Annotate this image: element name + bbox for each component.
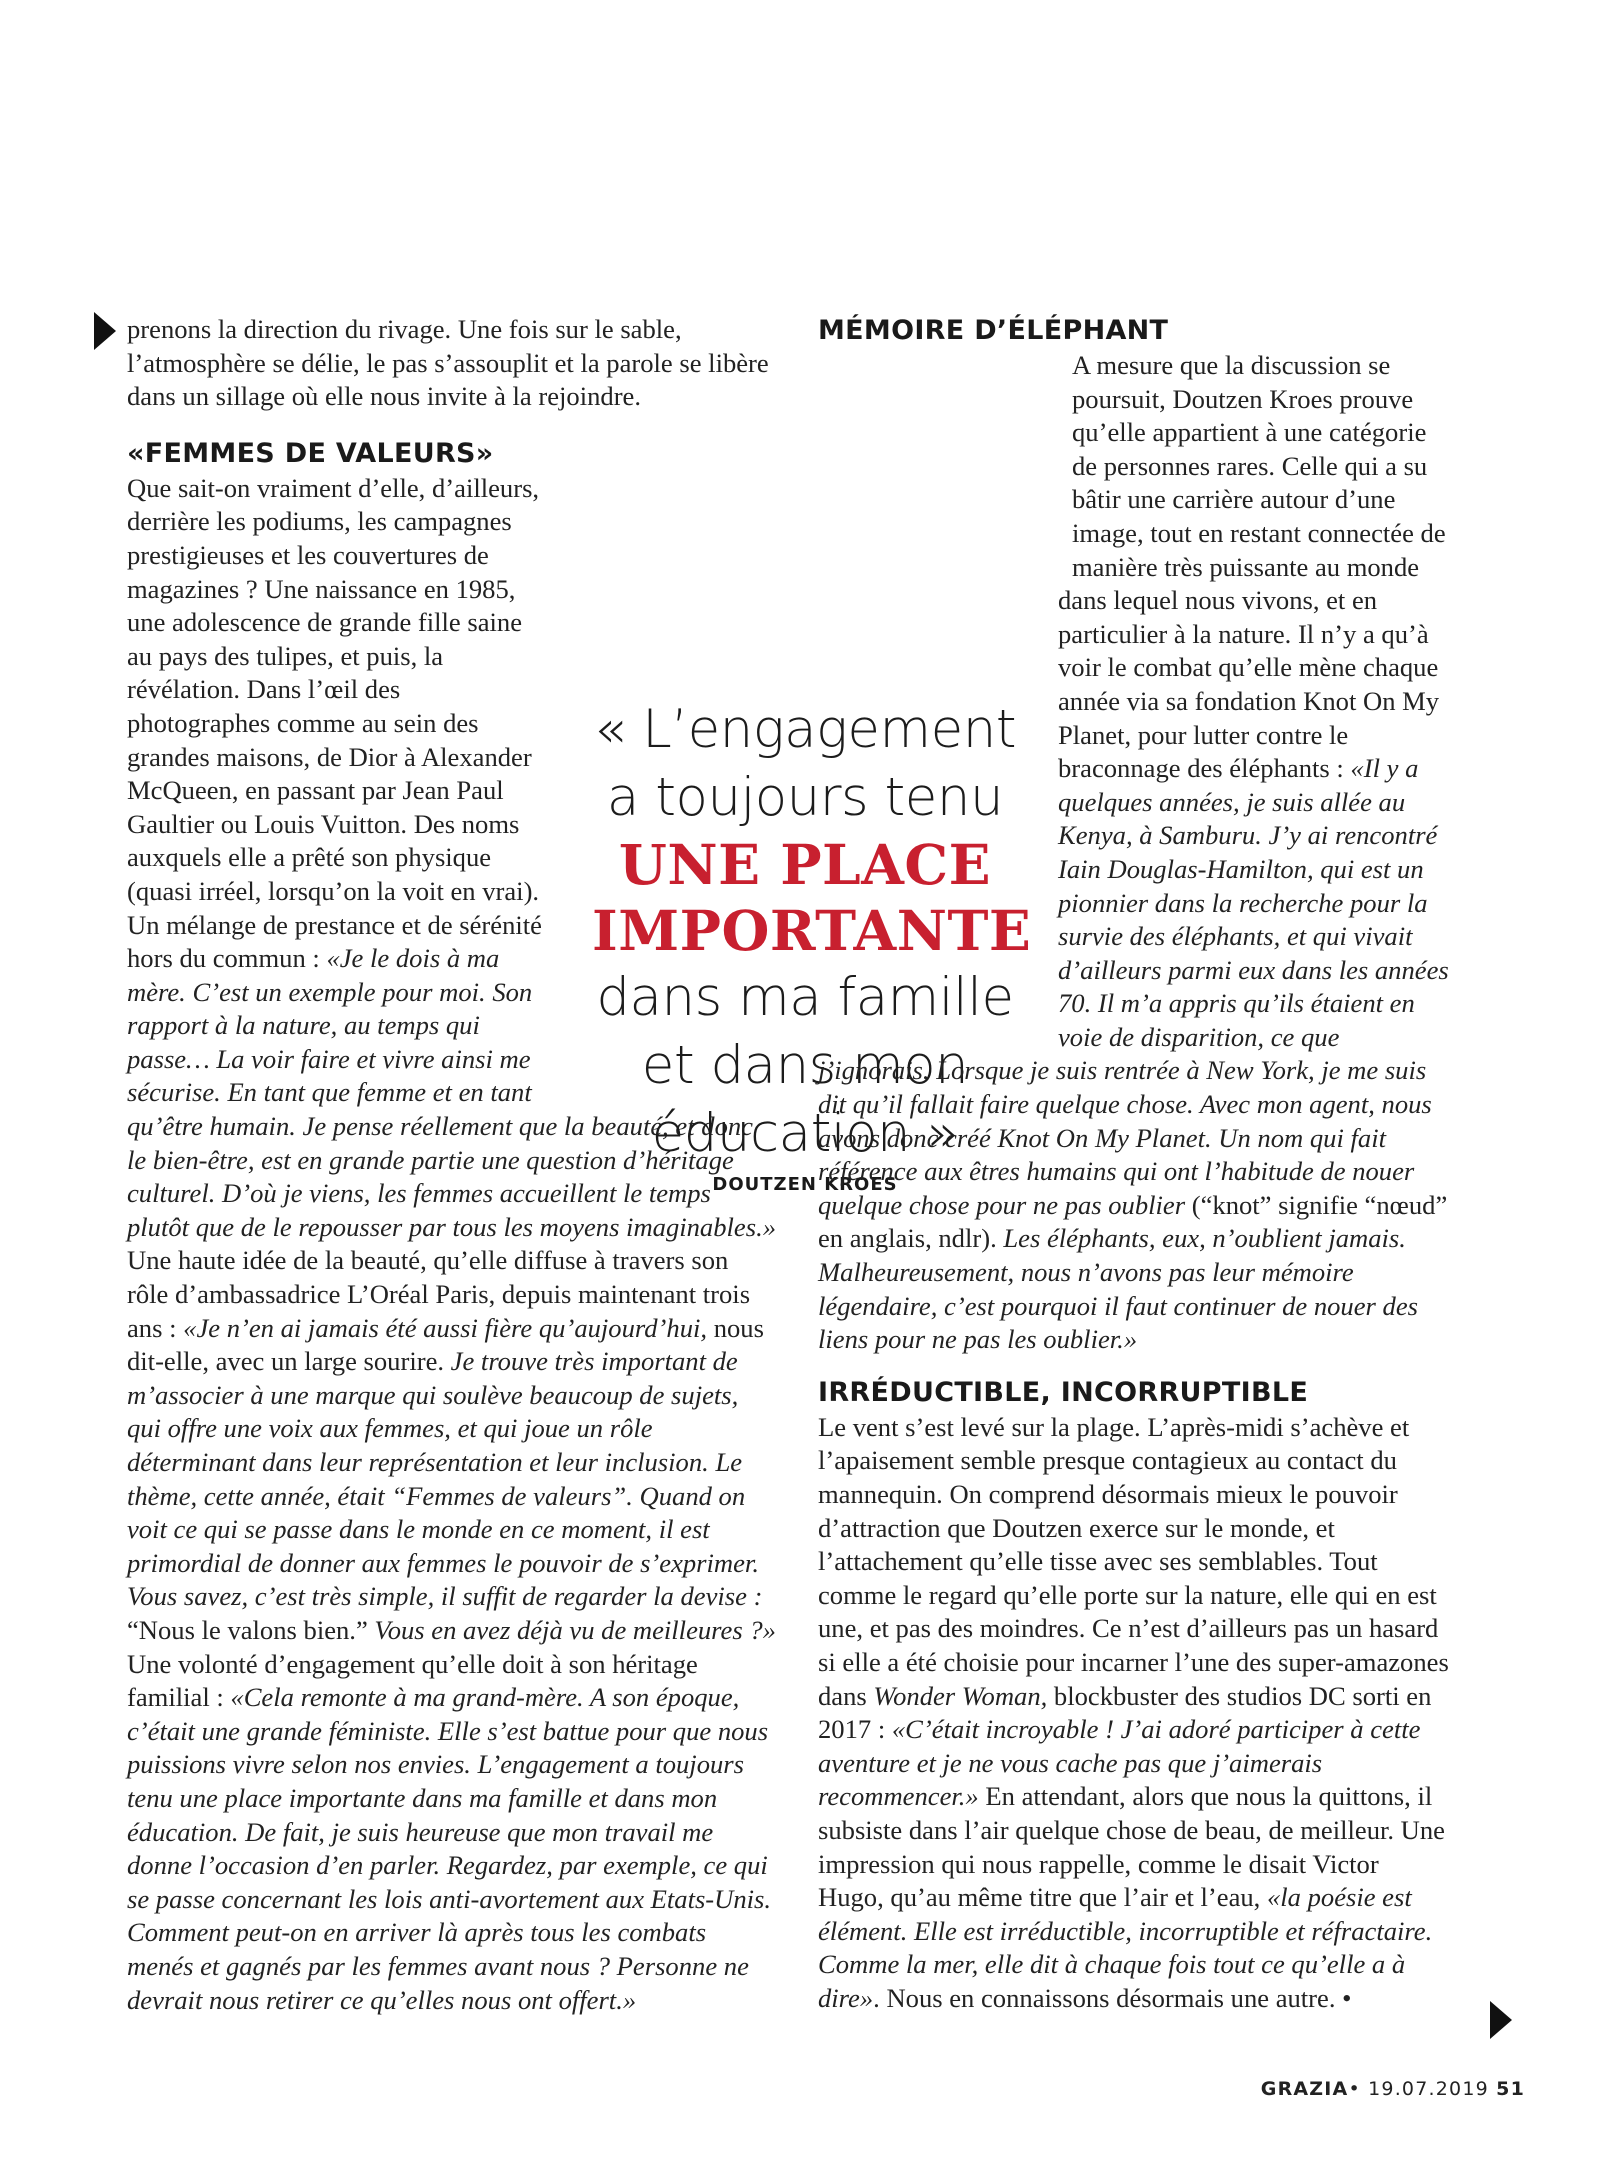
body-paragraph-irreductible xyxy=(818,1411,1451,2016)
pull-quote-highlight: UNE PLACE IMPORTANTE xyxy=(592,832,1032,963)
text-run: (“knot” signifie “nœud” en anglais, ndlr). xyxy=(818,1189,1448,1254)
intro-paragraph: prenons la direction du rivage. Une fois sur le sable, l’atmosphère se délie, le pas s’assouplit et la parole se libère dans un sillage où elle nous invite à la rejoindre. xyxy=(127,314,769,412)
pull-quote-author: DOUTZEN KROES xyxy=(712,1174,898,1195)
page-footer xyxy=(1261,2078,1525,2100)
text-run: En attendant, alors que nous la quittons, il subsiste dans l’air quelque chose de beau, de meilleur. Une impression qui nous rappelle, comme le disait Victor Hugo, qu’au même titre que l’air et l’eau, xyxy=(818,1781,1445,1913)
triangle-right-icon xyxy=(1490,2001,1512,2039)
section-heading-femmes: «FEMMES DE VALEURS» xyxy=(127,437,494,469)
text-run: “Nous le valons bien.” xyxy=(127,1614,375,1645)
section-heading-memoire: MÉMOIRE D’ÉLÉPHANT xyxy=(818,315,1169,346)
quote-run: «Il y a quelques années, je suis allée au Kenya, à Samburu. J’y ai rencontré Iain Douglas-Hamilton, qui est un pionnier dans la recherche pour la survie des éléphants, et qui vivait d’ailleurs parmi eux dans les années 70. Il m’a appris qu’ils étaient en voie de disparition, ce que j’ignorais. Lorsque je suis rentrée à New York, je me suis dit qu’il fallait faire quelque chose. Avec mon agent, nous avons donc créé Knot On My Planet. Un nom qui fait référence aux êtres humains qui ont l’habitude de nouer quelque chose pour ne pas oublier xyxy=(818,753,1449,1220)
quote-run: «Je le dois à ma mère. C’est un exemple pour moi. Son rapport à la nature, au temps qui passe… La voir faire et vivre ainsi me sécurise. En tant que femme et en tant qu’être humain. Je pense réellement que la beauté, et donc le bien-être, est en grande partie une question d’héritage culturel. D’où je viens, les femmes accueillent le temps plutôt que de le repousser par tous les moyens imaginables.» xyxy=(127,943,777,1242)
text-run: Une haute idée de la beauté, qu’elle diffuse à travers son rôle d’ambassadrice L’Oréal Paris, depuis maintenant trois ans : xyxy=(127,1245,751,1343)
pullquote-spacer xyxy=(818,559,1058,1029)
film-title: Wonder Woman, xyxy=(873,1680,1048,1711)
quote-run: Les éléphants, eux, n’oublient jamais. Malheureusement, nous n’avons pas leur mémoire légendaire, c’est pourquoi il faut continuer de nouer des liens pour ne pas les oublier.» xyxy=(818,1223,1418,1355)
text-run: Le vent s’est levé sur la plage. L’après-midi s’achève et l’apaisement semble presque contagieux au contact du mannequin. On comprend désormais mieux le pouvoir d’attraction que Doutzen exerce sur le monde, et l’attachement qu’elle tisse avec ses semblables. Tout comme le regard qu’elle porte sur la nature, elle qui en est une, et pas des moindres. Ce n’est d’ailleurs pas un hasard si elle a été choisie pour incarner l’une des super-amazones dans xyxy=(818,1411,1449,1711)
magazine-name: GRAZIA xyxy=(1260,2078,1349,2100)
triangle-right-icon xyxy=(94,312,116,350)
quote-run: «Cela remonte à ma grand-mère. A son époque, c’était une grande féministe. Elle s’est battue pour que nous puissions vivre selon nos envies. L’engagement a toujours tenu une place importante dans ma famille et dans mon éducation. De fait, je suis heureuse que mon travail me donne l’occasion d’en parler. Regardez, par exemple, ce qui se passe concernant les lois anti-avortement aux Etats-Unis. Comment peut-on en arriver là après tous les combats menés et gagnés par les femmes avant nous ? Personne ne devrait nous retirer ce qu’elles nous ont offert.» xyxy=(127,1682,772,2015)
section-heading-irreductible: IRRÉDUCTIBLE, INCORRUPTIBLE xyxy=(818,1376,1309,1408)
quote-run: Je trouve très important de m’associer à une marque qui soulève beaucoup de sujets, qui offre une voix aux femmes, et qui joue un rôle déterminant dans leur représentation et leur inclusion. Le thème, cette année, était “Femmes de valeurs”. Quand on voit ce qui se passe dans le monde en ce moment, il est primordial de donner aux femmes le pouvoir de s’exprimer. Vous savez, c’est très simple, il suffit de regarder la devise : xyxy=(127,1346,763,1612)
page-number: 51 xyxy=(1496,2078,1525,2100)
text-run: . Nous en connaissons désormais une autre. • xyxy=(873,1982,1352,2013)
quote-run: «la poésie est élément. Elle est irréductible, incorruptible et réfractaire. Comme la mer, elle dit à chaque fois tout ce qu’elle a à dire» xyxy=(818,1882,1433,2013)
issue-date: • 19.07.2019 xyxy=(1348,2078,1489,2100)
quote-run: Vous en avez déjà vu de meilleures ?» xyxy=(374,1614,776,1645)
text-run: Que sait-on vraiment d’elle, d’ailleurs, derrière les podiums, les campagnes prestigieuses et les couvertures de magazines ? Une naissance en 1985, une adolescence de grande fille saine au pays des tulipes, et puis, la révélation. Dans l’œil des photographes comme au sein des grandes maisons, de Dior à Alexander McQueen, en passant par Jean Paul Gaultier ou Louis Vuitton. Des noms auxquels elle a prêté son physique (quasi irréel, lorsqu’on la voit en vrai). Un mélange de prestance et de sérénité hors du commun : xyxy=(127,472,542,974)
text-run: blockbuster des studios DC sorti en 2017 : xyxy=(818,1680,1432,1745)
quote-run: «Je n’en ai jamais été aussi fière qu’aujourd’hui, xyxy=(183,1312,708,1343)
text-run: nous dit-elle, avec un large sourire. xyxy=(127,1312,764,1377)
pull-quote-open: « L’engagement a toujours tenu xyxy=(593,699,1017,828)
right-column xyxy=(818,313,1451,2016)
pull-quote-close: dans ma famille et dans mon éducation » xyxy=(596,967,1014,1164)
text-run: A mesure que la discussion se poursuit, Doutzen Kroes prouve qu’elle appartient à une catégorie de personnes rares. Celle qui a su bâtir une carrière autour d’une image, tout en restant connectée de manière très puissante au monde dans lequel nous vivons, et en particulier à la nature. Il n’y a qu’à voir le combat qu’elle mène chaque année via sa fondation Knot On My Planet, pour lutter contre le braconnage des éléphants : xyxy=(1058,350,1446,784)
text-run: Une volonté d’engagement qu’elle doit à son héritage familial : xyxy=(127,1648,698,1713)
quote-run: «C’était incroyable ! J’ai adoré participer à cette aventure et je ne vous cache pas que j’aimerais recommencer.» xyxy=(818,1714,1421,1812)
pullquote-spacer-top xyxy=(818,349,1072,559)
